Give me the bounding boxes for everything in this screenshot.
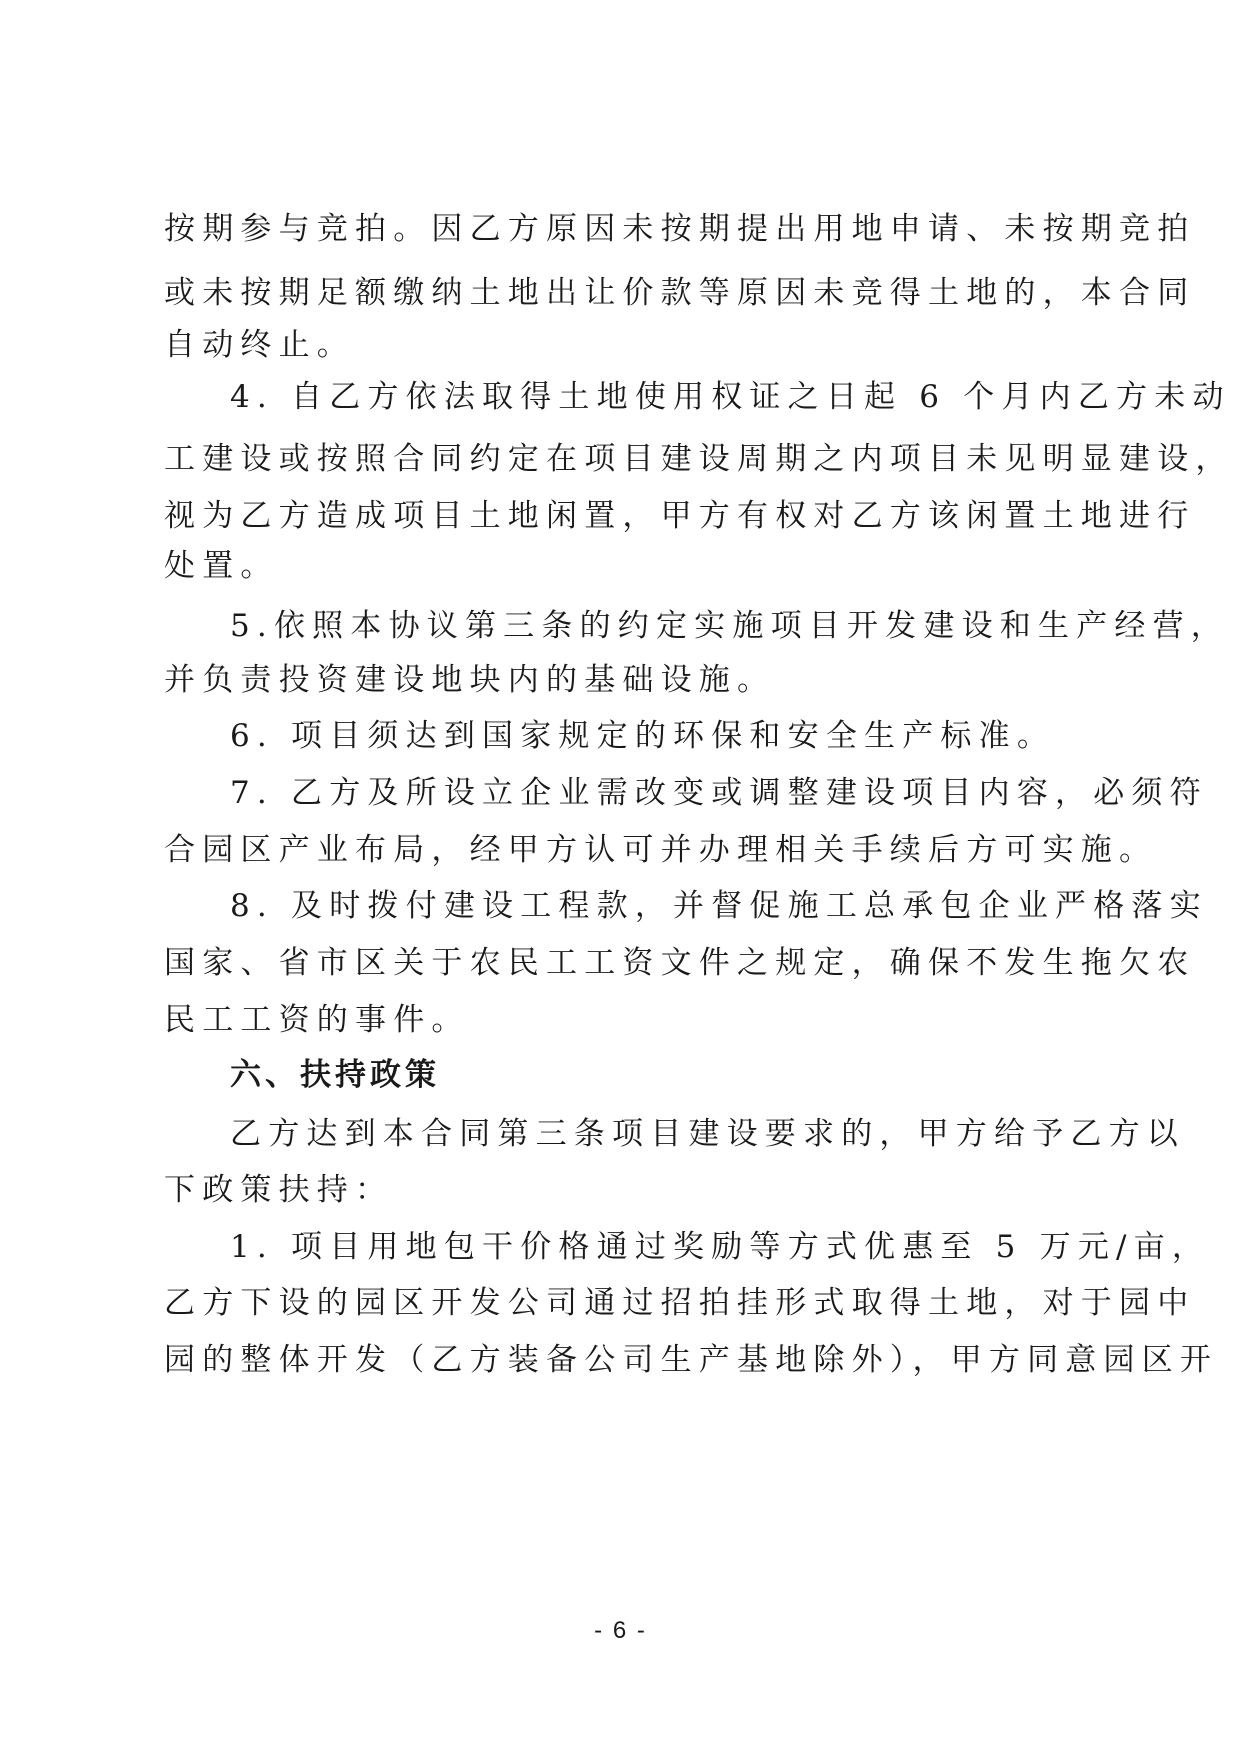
- text-line: 视为乙方造成项目土地闲置，甲方有权对乙方该闲置土地进行: [164, 498, 1196, 534]
- paragraph-6-line: 6. 项目须达到国家规定的环保和安全生产标准。: [230, 718, 1056, 754]
- text-line: 乙方下设的园区开发公司通过招拍挂形式取得土地，对于园中: [164, 1285, 1196, 1321]
- text-line: 或未按期足额缴纳土地出让价款等原因未竞得土地的，本合同: [164, 275, 1196, 311]
- text-line: 国家、省市区关于农民工工资文件之规定，确保不发生拖欠农: [164, 945, 1196, 981]
- text-line: 工建设或按照合同约定在项目建设周期之内项目未见明显建设，: [164, 441, 1234, 477]
- section-intro-line: 乙方达到本合同第三条项目建设要求的，甲方给予乙方以: [230, 1116, 1185, 1152]
- text-line: 按期参与竞拍。因乙方原因未按期提出用地申请、未按期竞拍: [164, 211, 1196, 247]
- text-line: 合园区产业布局，经甲方认可并办理相关手续后方可实施。: [164, 832, 1158, 868]
- page-number: - 6 -: [594, 1617, 647, 1644]
- paragraph-5-line: 5.依照本协议第三条的约定实施项目开发建设和生产经营，: [230, 608, 1229, 644]
- text-line: 并负责投资建设地块内的基础设施。: [164, 662, 776, 698]
- text-line: 处置。: [164, 548, 279, 584]
- paragraph-4-line: 4. 自乙方依法取得土地使用权证之日起 6 个月内乙方未动: [230, 379, 1231, 415]
- paragraph-8-line: 8. 及时拨付建设工程款，并督促施工总承包企业严格落实: [230, 888, 1208, 924]
- text-line: 自动终止。: [164, 327, 355, 363]
- section-heading: 六、扶持政策: [230, 1057, 440, 1093]
- text-line: 园的整体开发（乙方装备公司生产基地除外），甲方同意园区开: [164, 1342, 1219, 1378]
- policy-1-line: 1. 项目用地包干价格通过奖励等方式优惠至 5 万元/亩，: [230, 1229, 1211, 1265]
- text-line: 民工工资的事件。: [164, 1002, 470, 1038]
- paragraph-7-line: 7. 乙方及所设立企业需改变或调整建设项目内容，必须符: [230, 775, 1208, 811]
- text-line: 下政策扶持：: [164, 1172, 394, 1208]
